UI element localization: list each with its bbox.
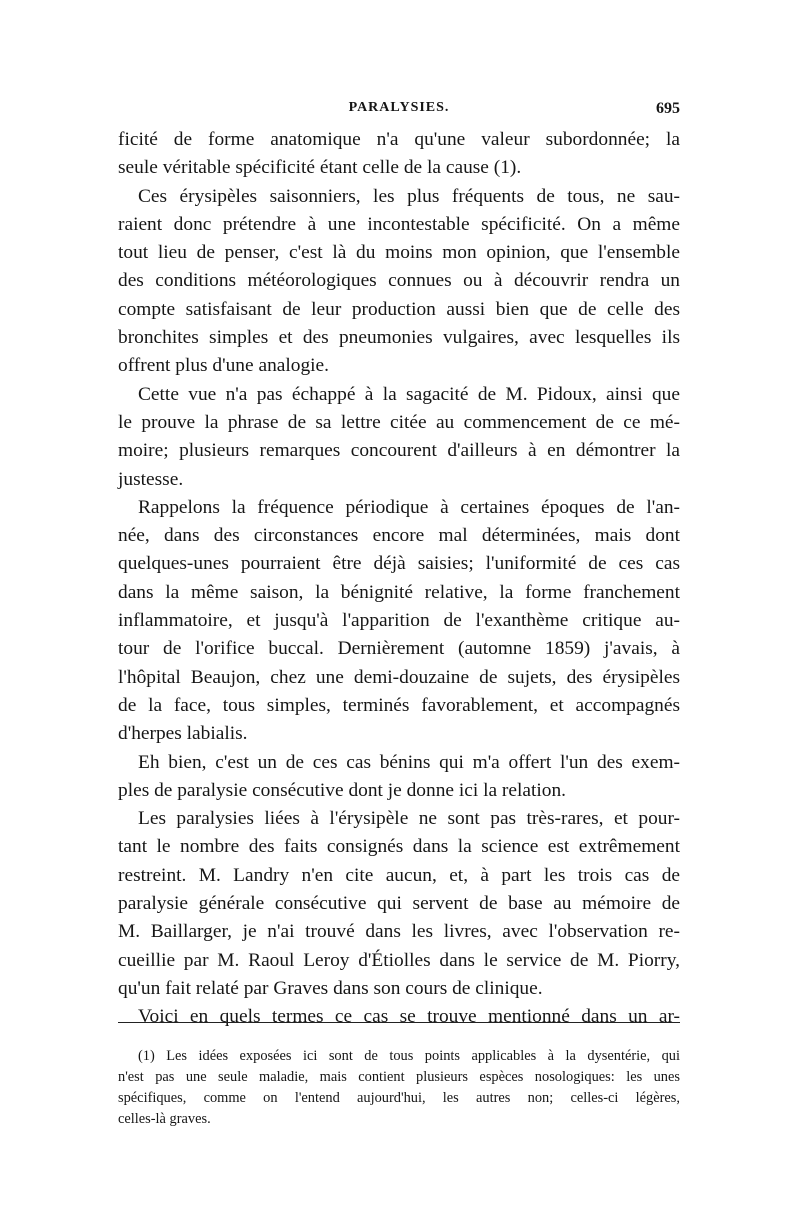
text-line: tant le nombre des faits consignés dans la science est extrêmement [118,836,680,858]
text-line: bronchites simples et des pneumonies vulgaires, avec lesquelles ils [118,327,680,349]
body-text [118,126,680,1032]
text-line: compte satisfaisant de leur production aussi bien que de celle des [118,298,680,320]
text-line: cueillie par M. Raoul Leroy d'Étiolles dans le service de M. Piorry, [118,949,680,971]
page-header [118,100,680,120]
text-line: ficité de forme anatomique n'a qu'une valeur subordonnée; la [118,129,680,150]
text-line: ples de paralysie consécutive dont je donne ici la relation. [118,779,566,801]
text-line: Rappelons la fréquence périodique à certaines époques de l'an- [138,496,680,518]
text-line: le prouve la phrase de sa lettre citée au commencement de ce mé- [118,411,680,433]
text-line: Cette vue n'a pas échappé à la sagacité de M. Pidoux, ainsi que [138,383,680,405]
footnote-line: celles-là graves. [118,1111,211,1127]
text-line: l'hôpital Beaujon, chez une demi-douzaine de sujets, des érysipèles [118,666,680,688]
footnote-line: spécifiques, comme on l'entend aujourd'hui, les autres non; celles-ci légères, [118,1090,680,1106]
page-number: 695 [656,100,680,117]
text-line: tour de l'orifice buccal. Dernièrement (automne 1859) j'avais, à [118,638,680,660]
text-line: des conditions météorologiques connues ou à découvrir rendra un [118,270,680,292]
footnote [118,1046,680,1130]
text-line: qu'un fait relaté par Graves dans son cours de clinique. [118,977,543,999]
text-line: Voici en quels termes ce cas se trouve mentionné dans un ar- [138,1006,680,1028]
text-line: restreint. M. Landry n'en cite aucun, et, à part les trois cas de [118,864,680,886]
text-line: seule véritable spécificité étant celle de la cause (1). [118,157,522,179]
text-line: tout lieu de penser, c'est là du moins mon opinion, que l'ensemble [118,242,680,264]
text-line: dans la même saison, la bénignité relative, la forme franchement [118,581,680,603]
text-line: d'herpes labialis. [118,723,248,745]
text-line: Ces érysipèles saisonniers, les plus fréquents de tous, ne sau- [138,185,680,207]
text-line: raient donc prétendre à une incontestable spécificité. On a même [118,213,680,235]
text-line: née, dans des circonstances encore mal déterminées, mais dont [118,525,680,547]
running-title: PARALYSIES. [348,100,450,115]
text-line: Les paralysies liées à l'érysipèle ne sont pas très-rares, et pour- [138,808,680,830]
text-line: M. Baillarger, je n'ai trouvé dans les livres, avec l'observation re- [118,921,680,943]
text-line: justesse. [118,468,184,490]
text-line: de la face, tous simples, terminés favorablement, et accompagnés [118,694,680,716]
text-line: quelques-unes pourraient être déjà saisies; l'uniformité de ces cas [118,553,680,575]
text-line: offrent plus d'une analogie. [118,355,329,377]
text-line: moire; plusieurs remarques concourent d'ailleurs à en démontrer la [118,440,680,462]
footnote-line: (1) Les idées exposées ici sont de tous points applicables à la dysentérie, qui [138,1048,680,1064]
footnote-line: n'est pas une seule maladie, mais contient plusieurs espèces nosologiques: les unes [118,1069,680,1085]
text-line: inflammatoire, et jusqu'à l'apparition de l'exanthème critique au- [118,610,680,632]
text-line: Eh bien, c'est un de ces cas bénins qui m'a offert l'un des exem- [138,751,680,773]
text-line: paralysie générale consécutive qui servent de base au mémoire de [118,893,680,915]
footnote-separator [118,1022,680,1023]
